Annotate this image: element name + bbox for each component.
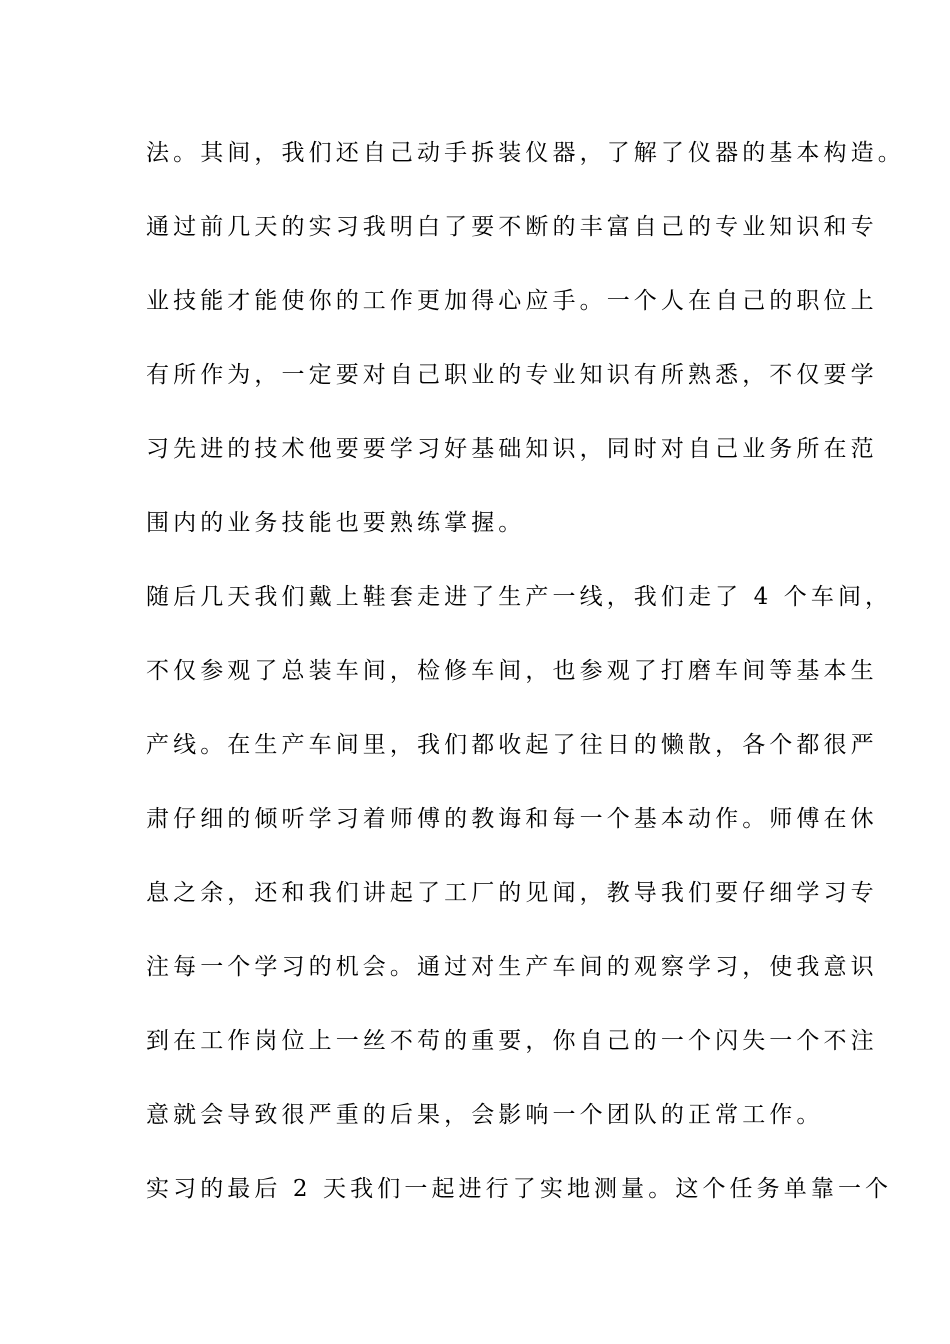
text-line: 息之余，还和我们讲起了工厂的见闻，教导我们要仔细学习专 bbox=[146, 880, 878, 906]
body-text bbox=[146, 130, 905, 1240]
text-line: 到在工作岗位上一丝不苟的重要，你自己的一个闪失一个不注 bbox=[146, 1028, 878, 1054]
text-line: 法。其间，我们还自己动手拆装仪器，了解了仪器的基本构造。 bbox=[146, 140, 905, 166]
text-line: 通过前几天的实习我明白了要不断的丰富自己的专业知识和专 bbox=[146, 214, 878, 240]
text-line: 实习的最后 2 天我们一起进行了实地测量。这个任务单靠一个 bbox=[146, 1176, 893, 1202]
text-line: 有所作为，一定要对自己职业的专业知识有所熟悉，不仅要学 bbox=[146, 362, 878, 388]
text-line: 围内的业务技能也要熟练掌握。 bbox=[146, 510, 526, 536]
text-line: 习先进的技术他要要学习好基础知识，同时对自己业务所在范 bbox=[146, 436, 878, 462]
text-line: 业技能才能使你的工作更加得心应手。一个人在自己的职位上 bbox=[146, 288, 878, 314]
text-line: 意就会导致很严重的后果，会影响一个团队的正常工作。 bbox=[146, 1102, 824, 1128]
text-line: 注每一个学习的机会。通过对生产车间的观察学习，使我意识 bbox=[146, 954, 878, 980]
text-line: 肃仔细的倾听学习着师傅的教诲和每一个基本动作。师傅在休 bbox=[146, 806, 878, 832]
text-line: 产线。在生产车间里，我们都收起了往日的懒散，各个都很严 bbox=[146, 732, 878, 758]
text-line: 随后几天我们戴上鞋套走进了生产一线，我们走了 4 个车间， bbox=[146, 584, 893, 610]
text-line: 不仅参观了总装车间，检修车间，也参观了打磨车间等基本生 bbox=[146, 658, 878, 684]
